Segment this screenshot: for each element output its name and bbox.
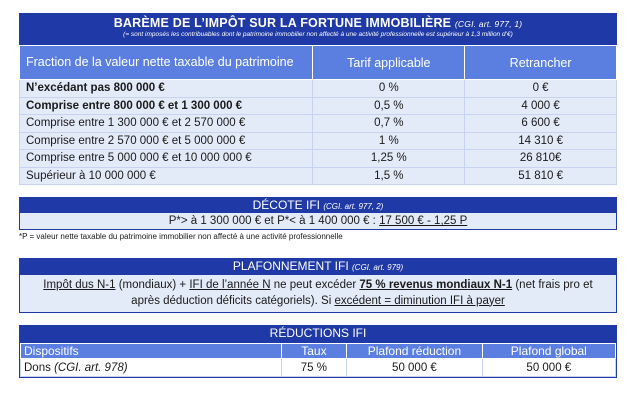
bareme-subtitle: (= sont imposés les contribuables dont le patrimoine immobilier non affecté à une activité professionnelle est supérieur à 1,3 million d’€) [123, 31, 513, 38]
plafond-reduction-cell: 50 000 € [347, 359, 482, 377]
plafonnement-part1: Impôt dus N-1 [43, 279, 116, 291]
plafonnement-body [19, 275, 617, 313]
tarif-cell: 1,5 % [313, 167, 465, 185]
tarif-cell: 0,5 % [313, 97, 465, 115]
plafonnement-part3: IFI de l’année N [189, 279, 271, 291]
table-row [20, 167, 617, 185]
plafonnement-part5: 75 % revenus mondiaux N-1 [359, 279, 513, 291]
tarif-cell: 0,7 % [313, 115, 465, 133]
taux-cell: 75 % [281, 359, 347, 377]
retrancher-cell: 51 810 € [465, 167, 617, 185]
plafonnement-part4: ne peut excéder [270, 279, 360, 291]
fraction-cell: Supérieur à 10 000 000 € [20, 167, 313, 185]
plafond-global-cell: 50 000 € [482, 359, 615, 377]
decote-formula-result: 17 500 € - 1,25 P [379, 215, 468, 227]
reductions-header [19, 325, 617, 342]
plafonnement-part7: excédent = diminution IFI à payer [334, 294, 505, 307]
dispositif-label: Dons [24, 361, 51, 374]
decote-formula [19, 213, 617, 230]
plafonnement-part6: (net frais pro et après déduction déficits catégoriels). Si [131, 279, 593, 307]
plafonnement-part2: (mondiaux) + [115, 279, 190, 291]
bareme-title: BARÈME DE L’IMPÔT SUR LA FORTUNE IMMOBILIÈRE [113, 16, 452, 30]
col-header-tarif: Tarif applicable [313, 46, 465, 80]
col-header-taux: Taux [281, 344, 347, 359]
table-row [21, 359, 616, 377]
retrancher-cell: 14 310 € [465, 132, 617, 150]
reductions-section [19, 325, 617, 378]
fraction-cell: Comprise entre 800 000 € et 1 300 000 € [20, 97, 313, 115]
dispositif-cell [21, 359, 282, 377]
retrancher-cell: 26 810€ [465, 150, 617, 168]
bareme-section [19, 13, 617, 185]
decote-header [19, 197, 617, 213]
tarif-cell: 0 % [313, 80, 465, 98]
fraction-cell: N’excédant pas 800 000 € [20, 80, 313, 98]
retrancher-cell: 0 € [465, 80, 617, 98]
table-row [20, 80, 617, 98]
col-header-plafond-global: Plafond global [482, 344, 615, 359]
bareme-table [19, 45, 617, 185]
reductions-table [20, 343, 616, 377]
col-header-dispositifs: Dispositifs [21, 344, 282, 359]
decote-title: DÉCOTE IFI [252, 198, 320, 212]
retrancher-cell: 6 600 € [465, 115, 617, 133]
bareme-header [19, 13, 617, 45]
retrancher-cell: 4 000 € [465, 97, 617, 115]
reductions-title: RÉDUCTIONS IFI [269, 326, 367, 340]
decote-note: *P = valeur nette taxable du patrimoine immobilier non affecté à une activité professionnelle [19, 232, 343, 241]
plafonnement-section [19, 258, 617, 313]
fraction-cell: Comprise entre 5 000 000 € et 10 000 000 € [20, 150, 313, 168]
plafonnement-header [19, 258, 617, 275]
table-row [20, 150, 617, 168]
fraction-cell: Comprise entre 2 570 000 € et 5 000 000 € [20, 132, 313, 150]
col-header-plafond-reduction: Plafond réduction [347, 344, 482, 359]
bareme-ref: (CGI. art. 977, 1) [454, 19, 523, 29]
plafonnement-title: PLAFONNEMENT IFI [232, 259, 349, 273]
plafonnement-ref: (CGI. art. 979) [352, 263, 404, 272]
decote-ref: (CGI. art. 977, 2) [323, 202, 384, 211]
table-row [20, 115, 617, 133]
table-row [20, 132, 617, 150]
tarif-cell: 1 % [313, 132, 465, 150]
fraction-cell: Comprise entre 1 300 000 € et 2 570 000 € [20, 115, 313, 133]
reductions-frame [19, 342, 617, 378]
decote-section [19, 197, 617, 241]
decote-formula-prefix: P*> à 1 300 000 € et P*< à 1 400 000 € : [168, 215, 380, 227]
col-header-retrancher: Retrancher [465, 46, 617, 80]
col-header-fraction: Fraction de la valeur nette taxable du patrimoine [20, 46, 313, 80]
table-row [20, 97, 617, 115]
tarif-cell: 1,25 % [313, 150, 465, 168]
dispositif-ref: (CGI. art. 978) [54, 361, 128, 374]
